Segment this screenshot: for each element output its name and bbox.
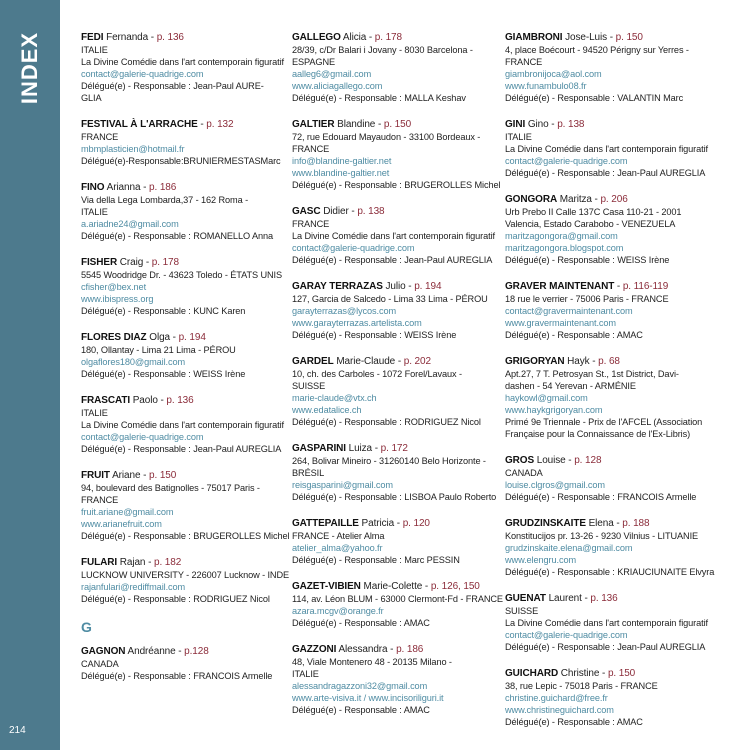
contact-link[interactable]: maritzagongora@gmail.com xyxy=(505,231,618,241)
contact-link[interactable]: info@blandine-galtier.net xyxy=(292,156,392,166)
artist-first-name: Olga xyxy=(149,332,170,343)
entry-detail-line: SUISSE xyxy=(505,606,539,616)
entry-header: FULARI Rajan - p. 182 xyxy=(81,557,182,568)
section-letter: G xyxy=(81,619,92,635)
entry-header: FESTIVAL À L'ARRACHE - p. 132 xyxy=(81,119,234,130)
contact-link[interactable]: a.ariadne24@gmail.com xyxy=(81,219,179,229)
page-reference[interactable]: p. 126, 150 xyxy=(430,581,480,592)
index-entry xyxy=(292,643,494,716)
entry-detail-line: 72, rue Edouard Mayaudon - 33100 Bordeaux - xyxy=(292,132,481,142)
page-reference[interactable]: p. 128 xyxy=(574,455,602,466)
page-reference[interactable]: p. 138 xyxy=(357,206,385,217)
entry-detail-line: Délégué(e)-Responsable:BRUNIERMESTASMarc xyxy=(81,156,281,166)
entry-detail-line: Délégué(e) - Responsable : RODRIGUEZ Nicol xyxy=(292,417,481,427)
index-entry xyxy=(81,469,290,542)
artist-first-name: Fernanda xyxy=(106,32,149,43)
index-entry xyxy=(81,556,290,605)
entry-detail-line: dashen - 54 Yerevan - ARMÉNIE xyxy=(505,381,636,391)
contact-link[interactable]: www.garayterrazas.artelista.com xyxy=(292,318,422,328)
artist-surname: GALLEGO xyxy=(292,32,341,43)
contact-link[interactable]: christine.guichard@free.fr xyxy=(505,693,608,703)
contact-link[interactable]: contact@galerie-quadrige.com xyxy=(505,630,628,640)
artist-first-name: Hayk xyxy=(567,356,590,367)
entry-header: GUICHARD Christine - p. 150 xyxy=(505,668,636,679)
page-reference[interactable]: p.128 xyxy=(184,646,209,657)
contact-link[interactable]: www.edatalice.ch xyxy=(292,405,362,415)
artist-first-name: Maritza xyxy=(559,194,592,205)
contact-link[interactable]: www.ibispress.org xyxy=(81,294,154,304)
entry-header: GAZET-VIBIEN Marie-Colette - p. 126, 150 xyxy=(292,581,480,592)
entry-detail-line: 264, Bolivar Mineiro - 31260140 Belo Horizonte - xyxy=(292,456,486,466)
contact-link[interactable]: louise.clgros@gmail.com xyxy=(505,480,605,490)
entry-detail-line: Via della Lega Lombarda,37 - 162 Roma - xyxy=(81,195,249,205)
entry-detail-line: 94, boulevard des Batignolles - 75017 Paris - xyxy=(81,483,260,493)
entry-detail-line: Délégué(e) - Responsable : ROMANELLO Anna xyxy=(81,231,273,241)
entry-detail-line: Valencia, Estado Carabobo - VENEZUELA xyxy=(505,219,676,229)
entry-detail-line: Délégué(e) - Responsable : VALANTIN Marc xyxy=(505,93,684,103)
entry-detail-line: FRANCE xyxy=(292,219,330,229)
entry-detail-line: Délégué(e) - Responsable : LISBOA Paulo Roberto xyxy=(292,492,497,502)
index-entry xyxy=(292,517,494,566)
contact-link[interactable]: rajanfulari@rediffmail.com xyxy=(81,582,186,592)
entry-detail-line: 28/39, c/Dr Balari i Jovany - 8030 Barcelona - xyxy=(292,45,473,55)
artist-first-name: Christine xyxy=(560,668,600,679)
entry-header: GINI Gino - p. 138 xyxy=(505,119,585,130)
page-reference[interactable]: p. 116-119 xyxy=(622,281,669,292)
entry-detail-line: La Divine Comédie dans l'art contemporain figuratif xyxy=(292,231,495,241)
page-reference[interactable]: p. 132 xyxy=(206,119,234,130)
entry-detail-line: Délégué(e) - Responsable : KRIAUCIUNAITE Elvyra xyxy=(505,567,715,577)
entry-detail-line: FRANCE xyxy=(292,144,330,154)
entry-detail-line: 114, av. Léon BLUM - 63000 Clermont-Fd - FRANCE xyxy=(292,594,503,604)
entry-detail-line: FRANCE - Atelier Alma xyxy=(292,531,385,541)
index-entry xyxy=(505,31,723,104)
contact-link[interactable]: giambronijoca@aol.com xyxy=(505,69,602,79)
page-reference[interactable]: p. 206 xyxy=(600,194,628,205)
entry-detail-line: ITALIE xyxy=(292,669,319,679)
artist-surname: GRUDZINSKAITE xyxy=(505,518,586,529)
entry-detail-line: 10, ch. des Carboles - 1072 Forel/Lavaux - xyxy=(292,369,462,379)
contact-link[interactable]: contact@gravermaintenant.com xyxy=(505,306,633,316)
index-entry xyxy=(292,280,494,341)
entry-detail-line: Française pour la Connaissance de l'Ex-Libris) xyxy=(505,429,691,439)
contact-link[interactable]: atelier_alma@yahoo.fr xyxy=(292,543,383,553)
artist-surname: FLORES DIAZ xyxy=(81,332,147,343)
index-entry xyxy=(81,118,281,167)
entry-header: FRASCATI Paolo - p. 136 xyxy=(81,395,194,406)
entry-detail-line: 4, place Boécourt - 94520 Périgny sur Yerres - xyxy=(505,45,689,55)
contact-link[interactable]: contact@galerie-quadrige.com xyxy=(505,156,628,166)
index-entry xyxy=(81,394,284,455)
entry-detail-line: Konstitucijos pr. 13-26 - 9230 Vilnius - LITUANIE xyxy=(505,531,699,541)
artist-first-name: Elena xyxy=(588,518,614,529)
index-entry xyxy=(505,280,723,341)
entry-detail-line: SUISSE xyxy=(292,381,326,391)
index-entry xyxy=(292,118,501,191)
entry-header: GARAY TERRAZAS Julio - p. 194 xyxy=(292,281,442,292)
entry-detail-line: Délégué(e) - Responsable : WEISS Irène xyxy=(505,255,670,265)
contact-link[interactable]: www.arte-visiva.it / www.incisoriliguri.it xyxy=(292,693,444,703)
entry-detail-line: FRANCE xyxy=(81,132,119,142)
artist-surname: GROS xyxy=(505,455,535,466)
page-reference[interactable]: p. 182 xyxy=(153,557,182,568)
artist-surname: FEDI xyxy=(81,32,104,43)
contact-link[interactable]: www.arianefruit.com xyxy=(81,519,162,529)
artist-first-name: Alicia xyxy=(342,32,367,43)
entry-header: FLORES DIAZ Olga - p. 194 xyxy=(81,332,206,343)
index-entry xyxy=(81,181,281,242)
artist-surname: GUENAT xyxy=(505,593,546,604)
contact-link[interactable]: contact@galerie-quadrige.com xyxy=(81,432,204,442)
artist-surname: GASPARINI xyxy=(292,443,346,454)
page-reference[interactable]: p. 202 xyxy=(403,356,431,367)
contact-link[interactable]: fruit.ariane@gmail.com xyxy=(81,507,174,517)
contact-link[interactable]: www.aliciagallego.com xyxy=(292,81,383,91)
artist-first-name: Julio xyxy=(385,281,406,292)
index-column-3 xyxy=(505,31,723,742)
entry-detail-line: GLIA xyxy=(81,93,102,103)
contact-link[interactable]: cfisher@bex.net xyxy=(81,282,147,292)
index-entry xyxy=(505,193,723,266)
page-reference[interactable]: p. 136 xyxy=(156,32,184,43)
artist-first-name: Marie-Colette xyxy=(363,581,423,592)
sidebar-title-box xyxy=(10,30,50,106)
contact-link[interactable]: contact@galerie-quadrige.com xyxy=(81,69,204,79)
entry-detail-line: FRANCE xyxy=(505,57,543,67)
entry-detail-line: Délégué(e) - Responsable : BRUGEROLLES Michel xyxy=(81,531,290,541)
entry-header: GAZZONI Alessandra - p. 186 xyxy=(292,644,424,655)
entry-detail-line: ESPAGNE xyxy=(292,57,336,67)
contact-link[interactable]: www.haykgrigoryan.com xyxy=(505,405,603,415)
artist-surname: GALTIER xyxy=(292,119,335,130)
page-reference[interactable]: p. 178 xyxy=(374,32,402,43)
artist-first-name: Paolo xyxy=(132,395,158,406)
contact-link[interactable]: www.gravermaintenant.com xyxy=(505,318,616,328)
entry-header: FISHER Craig - p. 178 xyxy=(81,257,179,268)
artist-first-name: Jose-Luis xyxy=(565,32,608,43)
entry-header: GATTEPAILLE Patricia - p. 120 xyxy=(292,518,430,529)
contact-link[interactable]: grudzinskaite.elena@gmail.com xyxy=(505,543,633,553)
contact-link[interactable]: haykowl@gmail.com xyxy=(505,393,588,403)
entry-header: GALLEGO Alicia - p. 178 xyxy=(292,32,402,43)
artist-first-name: Patricia xyxy=(361,518,395,529)
entry-header: FRUIT Ariane - p. 150 xyxy=(81,470,177,481)
index-column-2 xyxy=(292,31,503,730)
index-title: INDEX xyxy=(17,31,42,105)
artist-surname: GASC xyxy=(292,206,321,217)
entry-detail-line: Délégué(e) - Responsable : Jean-Paul AUREGLIA xyxy=(505,642,706,652)
index-entry xyxy=(505,517,723,578)
entry-detail-line: CANADA xyxy=(81,659,119,669)
entry-detail-line: Délégué(e) - Responsable : WEISS Irène xyxy=(292,330,457,340)
entry-detail-line: Délégué(e) - Responsable : AMAC xyxy=(292,705,430,715)
entry-header: GRAVER MAINTENANT - p. 116-119 xyxy=(505,281,669,292)
entry-detail-line: La Divine Comédie dans l'art contemporain figuratif xyxy=(81,420,284,430)
entry-detail-line: 180, Ollantay - Lima 21 Lima - PÉROU xyxy=(81,345,236,355)
contact-link[interactable]: alessandragazzoni32@gmail.com xyxy=(292,681,428,691)
artist-first-name: Craig xyxy=(119,257,144,268)
entry-header: GRUDZINSKAITE Elena - p. 188 xyxy=(505,518,650,529)
index-entry xyxy=(505,592,723,653)
contact-link[interactable]: mbmplasticien@hotmail.fr xyxy=(81,144,185,154)
entry-detail-line: Délégué(e) - Responsable : Jean-Paul AUREGLIA xyxy=(292,255,493,265)
entry-detail-line: Délégué(e) - Responsable : Jean-Paul AUREGLIA xyxy=(505,168,706,178)
entry-detail-line: Délégué(e) - Responsable : FRANCOIS Armelle xyxy=(81,671,273,681)
contact-link[interactable]: www.christineguichard.com xyxy=(505,705,614,715)
entry-detail-line: Délégué(e) - Responsable : AMAC xyxy=(505,717,643,727)
entry-detail-line: Délégué(e) - Responsable : WEISS Irène xyxy=(81,369,246,379)
entry-detail-line: Délégué(e) - Responsable : AMAC xyxy=(505,330,643,340)
entry-detail-line: Délégué(e) - Responsable : KUNC Karen xyxy=(81,306,246,316)
page-reference[interactable]: p. 138 xyxy=(557,119,585,130)
entry-detail-line: Délégué(e) - Responsable : BRUGEROLLES Michel xyxy=(292,180,501,190)
contact-link[interactable]: azara.mcgv@orange.fr xyxy=(292,606,384,616)
contact-link[interactable]: maritzagongora.blogspot.com xyxy=(505,243,624,253)
contact-link[interactable]: www.blandine-galtier.net xyxy=(292,168,390,178)
artist-first-name: Luiza xyxy=(348,443,373,454)
artist-first-name: Laurent xyxy=(548,593,582,604)
contact-link[interactable]: aalleg6@gmail.com xyxy=(292,69,372,79)
index-entry xyxy=(81,31,284,104)
artist-surname: GAZZONI xyxy=(292,644,337,655)
page-reference[interactable]: p. 120 xyxy=(402,518,430,529)
index-entry xyxy=(505,454,723,503)
entry-detail-line: Urb Prebo II Calle 137C Casa 110-21 - 2001 xyxy=(505,207,682,217)
artist-surname: FULARI xyxy=(81,557,118,568)
index-entry xyxy=(505,667,723,728)
artist-first-name: Didier xyxy=(323,206,349,217)
artist-surname: FINO xyxy=(81,182,105,193)
contact-link[interactable]: contact@galerie-quadrige.com xyxy=(292,243,415,253)
artist-surname: FRUIT xyxy=(81,470,110,481)
entry-detail-line: 5545 Woodridge Dr. - 43623 Toledo - ÉTATS UNIS xyxy=(81,270,283,280)
entry-header: GAGNON Andréanne - p.128 xyxy=(81,646,209,657)
artist-first-name: Louise xyxy=(536,455,566,466)
artist-surname: GAZET-VIBIEN xyxy=(292,581,361,592)
artist-first-name: Alessandra xyxy=(338,644,388,655)
page-number: 214 xyxy=(9,725,26,736)
index-entry xyxy=(292,442,497,503)
index-entry xyxy=(292,580,503,629)
entry-detail-line: CANADA xyxy=(505,468,543,478)
entry-header: GIAMBRONI Jose-Luis - p. 150 xyxy=(505,32,643,43)
entry-header: GARDEL Marie-Claude - p. 202 xyxy=(292,356,431,367)
entry-detail-line: ITALIE xyxy=(81,45,108,55)
entry-detail-line: Délégué(e) - Responsable : RODRIGUEZ Nicol xyxy=(81,594,270,604)
artist-surname: GAGNON xyxy=(81,646,126,657)
contact-link[interactable]: olgaflores180@gmail.com xyxy=(81,357,186,367)
entry-detail-line: 127, Garcia de Salcedo - Lima 33 Lima - PÉROU xyxy=(292,294,488,304)
entry-detail-line: Délégué(e) - Responsable : MALLA Keshav xyxy=(292,93,466,103)
entry-detail-line: ITALIE xyxy=(505,132,532,142)
page-reference[interactable]: p. 186 xyxy=(149,182,177,193)
entry-header: GASPARINI Luiza - p. 172 xyxy=(292,443,408,454)
entry-detail-line: 48, Viale Montenero 48 - 20135 Milano - xyxy=(292,657,452,667)
entry-detail-line: Délégué(e) - Responsable : Jean-Paul AURE- xyxy=(81,81,264,91)
artist-surname: GUICHARD xyxy=(505,668,559,679)
page-reference[interactable]: p. 150 xyxy=(615,32,643,43)
page-reference[interactable]: p. 194 xyxy=(414,281,442,292)
index-entry xyxy=(292,355,494,428)
page-reference[interactable]: p. 188 xyxy=(622,518,650,529)
artist-first-name: Gino xyxy=(527,119,549,130)
artist-surname: FESTIVAL À L'ARRACHE xyxy=(81,119,198,130)
artist-first-name: Blandine xyxy=(337,119,376,130)
artist-first-name: Rajan xyxy=(119,557,146,568)
contact-link[interactable]: garayterrazas@lycos.com xyxy=(292,306,397,316)
page-reference[interactable]: p. 150 xyxy=(149,470,177,481)
entry-detail-line: FRANCE xyxy=(81,495,119,505)
entry-header: FEDI Fernanda - p. 136 xyxy=(81,32,184,43)
artist-first-name: Andréanne xyxy=(127,646,176,657)
entry-detail-line: ITALIE xyxy=(81,408,108,418)
page-reference[interactable]: p. 194 xyxy=(178,332,206,343)
artist-surname: GATTEPAILLE xyxy=(292,518,359,529)
entry-detail-line: Primé 9e Triennale - Prix de l'AFCEL (Association xyxy=(505,417,703,427)
entry-detail-line: Délégué(e) - Responsable : Marc PESSIN xyxy=(292,555,460,565)
contact-link[interactable]: reisgasparini@gmail.com xyxy=(292,480,393,490)
index-entry xyxy=(81,645,281,682)
artist-first-name: Marie-Claude xyxy=(336,356,396,367)
page-reference[interactable]: p. 178 xyxy=(151,257,179,268)
page-reference[interactable]: p. 136 xyxy=(590,593,618,604)
contact-link[interactable]: www.elengru.com xyxy=(505,555,577,565)
contact-link[interactable]: www.funambulo08.fr xyxy=(505,81,587,91)
index-entry xyxy=(81,331,281,380)
entry-detail-line: ITALIE xyxy=(81,207,108,217)
entry-header: GRIGORYAN Hayk - p. 68 xyxy=(505,356,620,367)
index-entry xyxy=(292,205,494,266)
entry-detail-line: Délégué(e) - Responsable : Jean-Paul AUREGLIA xyxy=(81,444,282,454)
artist-first-name: Ariane xyxy=(112,470,141,481)
contact-link[interactable]: marie-claude@vtx.ch xyxy=(292,393,377,403)
entry-detail-line: La Divine Comédie dans l'art contemporain figuratif xyxy=(505,144,708,154)
entry-header: GROS Louise - p. 128 xyxy=(505,455,602,466)
entry-header: GONGORA Maritza - p. 206 xyxy=(505,194,628,205)
entry-detail-line: Apt.27, 7 T. Petrosyan St., 1st District, Davi- xyxy=(505,369,679,379)
artist-surname: FRASCATI xyxy=(81,395,131,406)
entry-detail-line: 38, rue Lepic - 75018 Paris - FRANCE xyxy=(505,681,658,691)
page-reference[interactable]: p. 172 xyxy=(380,443,408,454)
index-entry xyxy=(292,31,494,104)
entry-detail-line: Délégué(e) - Responsable : FRANCOIS Armelle xyxy=(505,492,697,502)
entry-detail-line: BRÉSIL xyxy=(292,468,325,478)
page-reference[interactable]: p. 150 xyxy=(383,119,412,130)
artist-surname: FISHER xyxy=(81,257,118,268)
entry-detail-line: 18 rue le verrier - 75006 Paris - FRANCE xyxy=(505,294,669,304)
entry-header: GALTIER Blandine - p. 150 xyxy=(292,119,412,130)
index-sidebar xyxy=(0,0,60,750)
entry-header: FINO Arianna - p. 186 xyxy=(81,182,177,193)
entry-detail-line: La Divine Comédie dans l'art contemporain figuratif xyxy=(505,618,708,628)
entry-detail-line: Délégué(e) - Responsable : AMAC xyxy=(292,618,430,628)
artist-surname: GINI xyxy=(505,119,526,130)
page-reference[interactable]: p. 186 xyxy=(396,644,424,655)
entry-detail-line: LUCKNOW UNIVERSITY - 226007 Lucknow - INDE xyxy=(81,570,290,580)
page-reference[interactable]: p. 136 xyxy=(166,395,194,406)
artist-surname: GONGORA xyxy=(505,194,558,205)
index-entry xyxy=(505,355,723,440)
index-entry xyxy=(505,118,723,179)
entry-header: GASC Didier - p. 138 xyxy=(292,206,385,217)
artist-surname: GRIGORYAN xyxy=(505,356,565,367)
index-entry xyxy=(81,256,281,317)
artist-surname: GIAMBRONI xyxy=(505,32,563,43)
page-reference[interactable]: p. 150 xyxy=(607,668,636,679)
artist-surname: GARAY TERRAZAS xyxy=(292,281,383,292)
artist-surname: GRAVER MAINTENANT xyxy=(505,281,615,292)
entry-header: GUENAT Laurent - p. 136 xyxy=(505,593,618,604)
artist-surname: GARDEL xyxy=(292,356,334,367)
artist-first-name: Arianna xyxy=(106,182,141,193)
page-reference[interactable]: p. 68 xyxy=(598,356,620,367)
index-column-1 xyxy=(81,31,290,696)
entry-detail-line: La Divine Comédie dans l'art contemporain figuratif xyxy=(81,57,284,67)
